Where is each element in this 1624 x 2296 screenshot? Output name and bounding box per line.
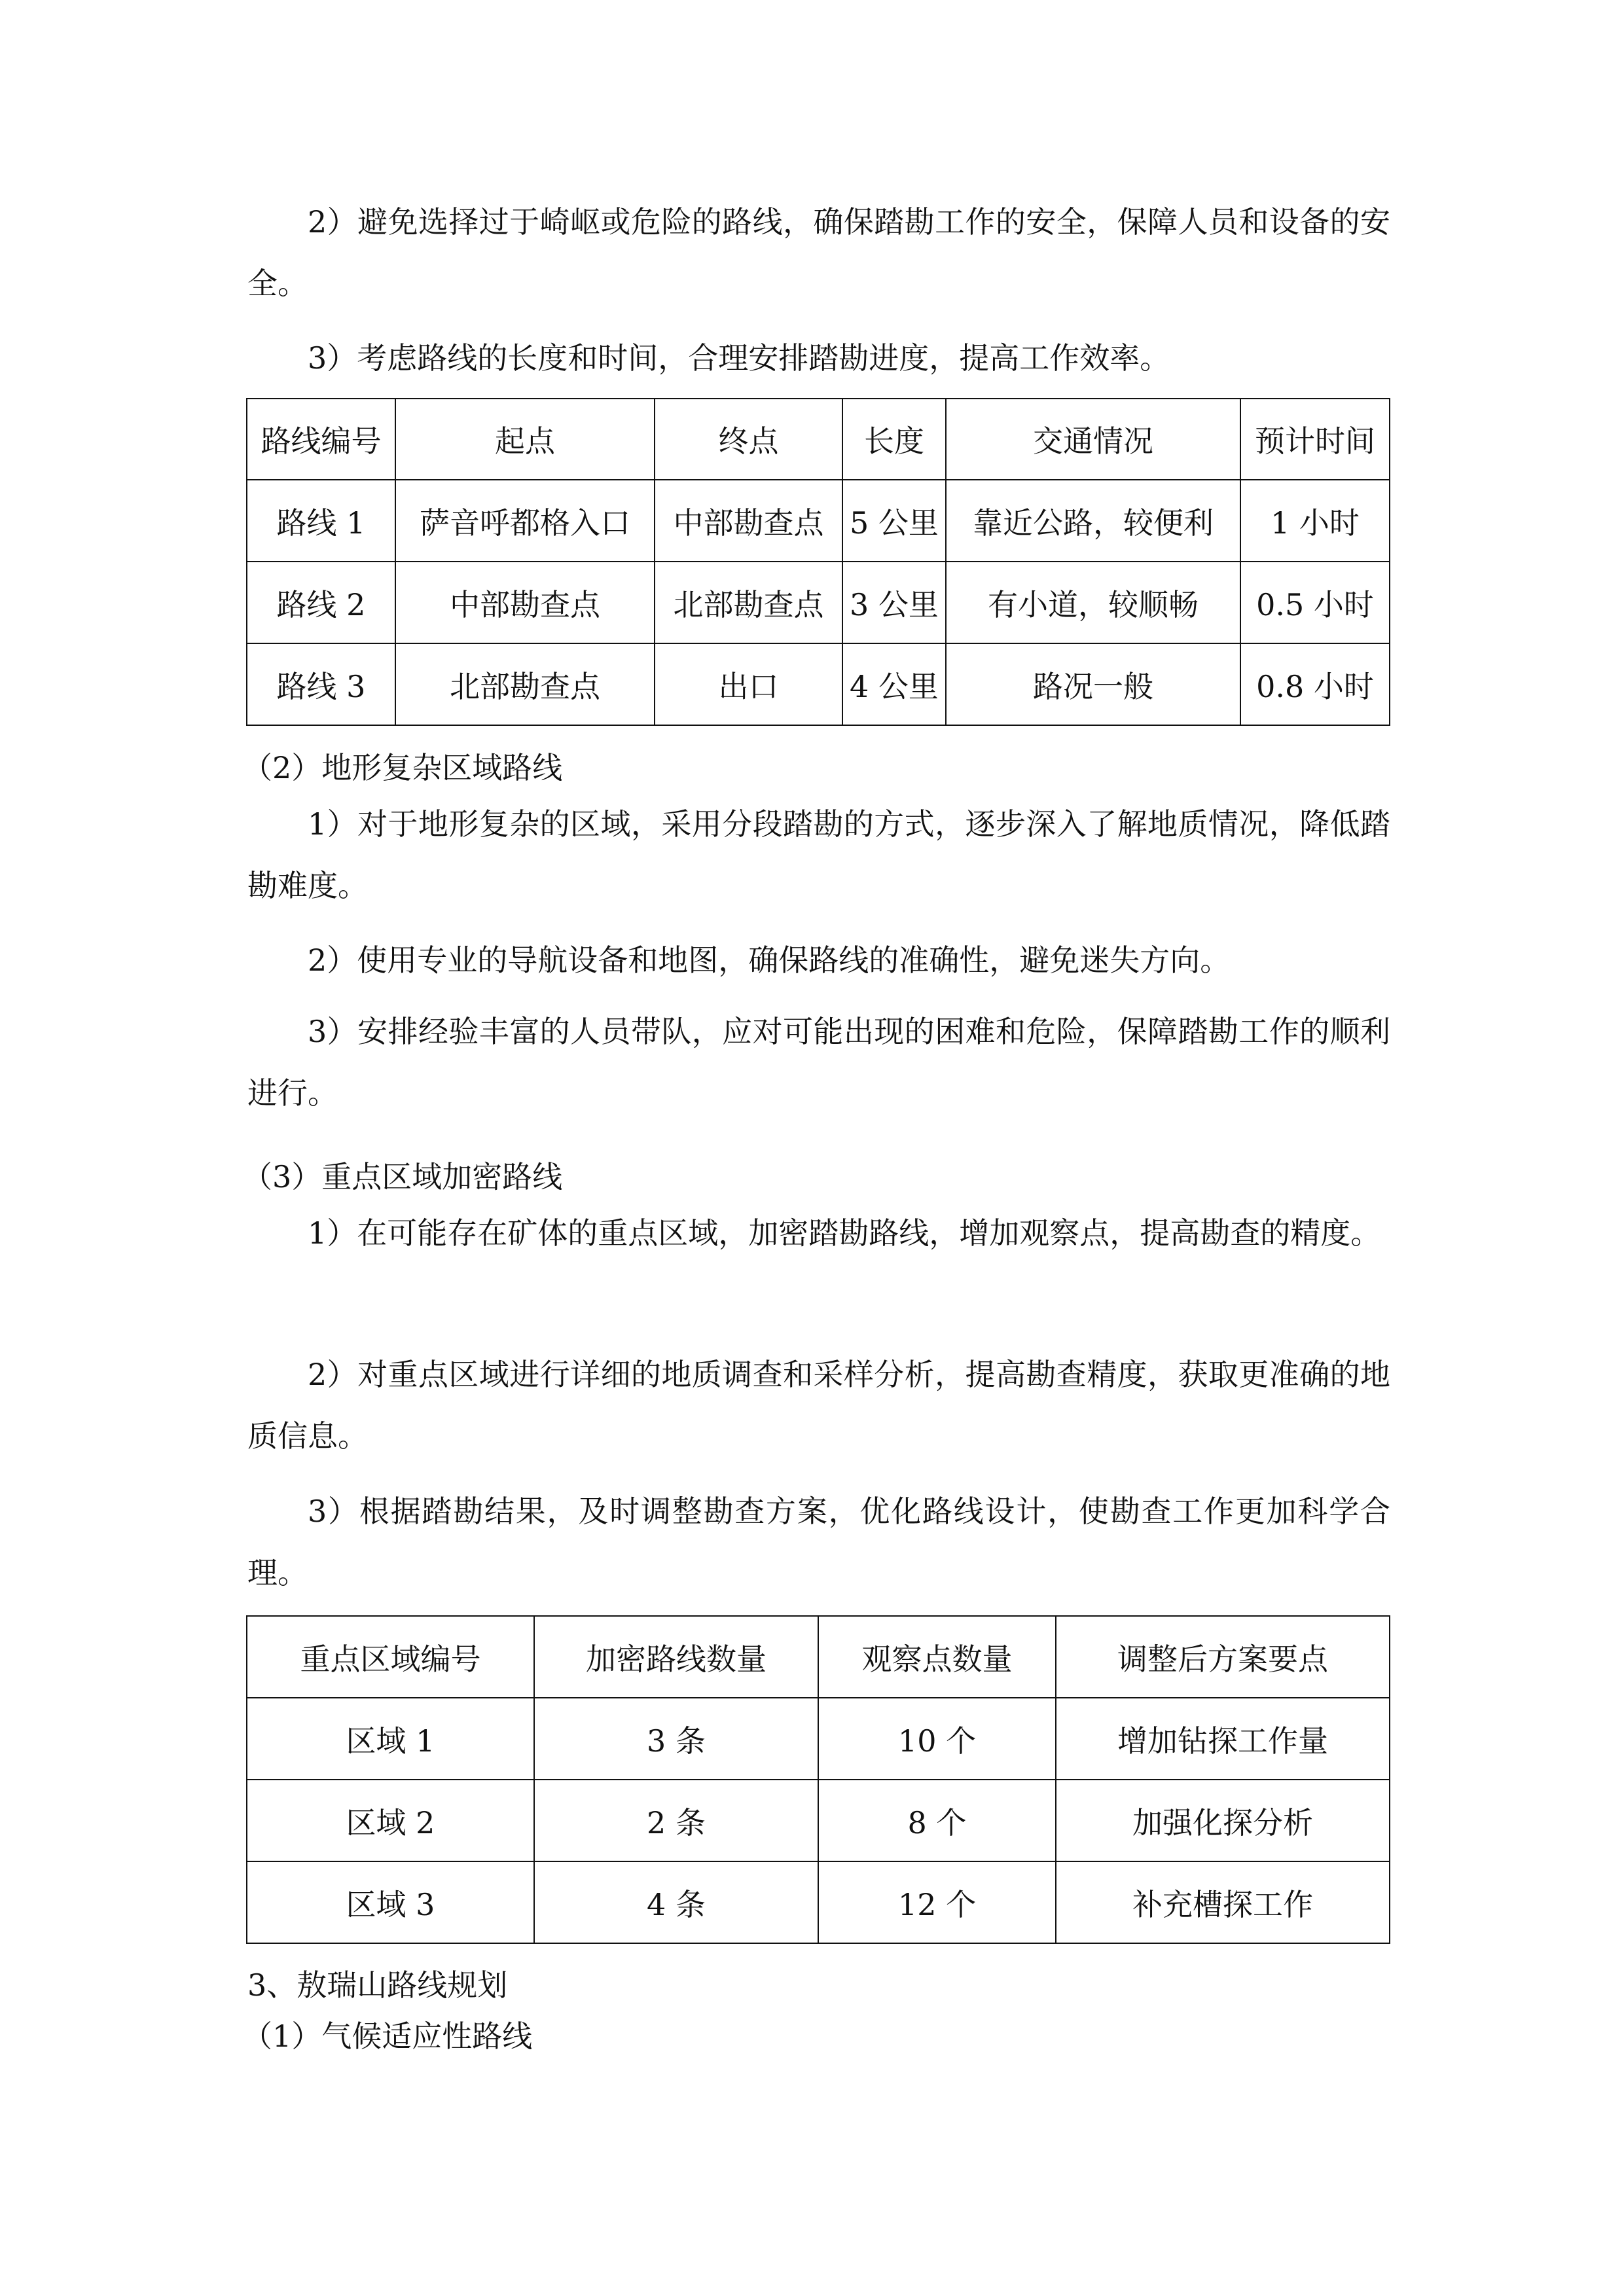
route-table-header-cell: 起点	[395, 399, 655, 480]
table-row	[247, 643, 1390, 725]
table-cell: 萨音呼都格入口	[395, 480, 655, 562]
paragraph-segmented-survey: 1）对于地形复杂的区域，采用分段踏勘的方式，逐步深入了解地质情况，降低踏勘难度。	[247, 806, 1390, 903]
table-cell: 3 公里	[842, 562, 946, 643]
table-row	[247, 562, 1390, 643]
paragraph-experienced-staff: 3）安排经验丰富的人员带队，应对可能出现的困难和危险，保障踏勘工作的顺利进行。	[247, 1014, 1390, 1111]
table-cell: 8 个	[818, 1780, 1056, 1861]
area-table-header-cell: 调整后方案要点	[1056, 1616, 1390, 1698]
table-cell: 加强化探分析	[1056, 1780, 1390, 1861]
section-heading-aoruishan: 3、敖瑞山路线规划	[247, 1967, 508, 2003]
key-area-table	[246, 1615, 1390, 1944]
table-cell: 1 小时	[1240, 480, 1390, 562]
table-cell: 中部勘查点	[395, 562, 655, 643]
section-heading-complex-terrain: （2）地形复杂区域路线	[242, 750, 563, 785]
area-table-header-cell: 加密路线数量	[534, 1616, 818, 1698]
route-table-header-cell: 路线编号	[247, 399, 395, 480]
table-row	[247, 1861, 1390, 1943]
paragraph-dense-routes: 1）在可能存在矿体的重点区域，加密踏勘路线，增加观察点，提高勘查的精度。	[308, 1215, 1381, 1251]
table-cell: 区域 3	[247, 1861, 534, 1943]
table-cell: 路况一般	[946, 643, 1240, 725]
table-cell: 路线 2	[247, 562, 395, 643]
subsection-heading-climate: （1）气候适应性路线	[242, 2018, 533, 2054]
paragraph-length-time: 3）考虑路线的长度和时间，合理安排踏勘进度，提高工作效率。	[308, 340, 1170, 376]
table-cell: 4 条	[534, 1861, 818, 1943]
table-cell: 区域 1	[247, 1698, 534, 1780]
table-cell: 3 条	[534, 1698, 818, 1780]
route-table-header-cell: 预计时间	[1240, 399, 1390, 480]
paragraph-detailed-survey: 2）对重点区域进行详细的地质调查和采样分析，提高勘查精度，获取更准确的地质信息。	[247, 1357, 1390, 1454]
paragraph-adjust-plan: 3）根据踏勘结果，及时调整勘查方案，优化路线设计，使勘查工作更加科学合理。	[247, 1494, 1390, 1590]
table-cell: 0.5 小时	[1240, 562, 1390, 643]
table-cell: 补充槽探工作	[1056, 1861, 1390, 1943]
route-table-header-cell: 终点	[655, 399, 842, 480]
table-cell: 增加钻探工作量	[1056, 1698, 1390, 1780]
table-cell: 2 条	[534, 1780, 818, 1861]
table-cell: 北部勘查点	[655, 562, 842, 643]
table-cell: 靠近公路，较便利	[946, 480, 1240, 562]
table-cell: 5 公里	[842, 480, 946, 562]
table-cell: 有小道，较顺畅	[946, 562, 1240, 643]
table-cell: 路线 3	[247, 643, 395, 725]
table-row	[247, 1698, 1390, 1780]
table-cell: 中部勘查点	[655, 480, 842, 562]
route-table-header-row	[247, 399, 1390, 480]
table-cell: 10 个	[818, 1698, 1056, 1780]
table-cell: 4 公里	[842, 643, 946, 725]
section-heading-key-areas: （3）重点区域加密路线	[242, 1159, 563, 1194]
table-cell: 路线 1	[247, 480, 395, 562]
table-cell: 区域 2	[247, 1780, 534, 1861]
table-cell: 出口	[655, 643, 842, 725]
paragraph-safety: 2）避免选择过于崎岖或危险的路线，确保踏勘工作的安全，保障人员和设备的安全。	[247, 204, 1390, 301]
table-row	[247, 1780, 1390, 1861]
route-table-header-cell: 长度	[842, 399, 946, 480]
route-table-header-cell: 交通情况	[946, 399, 1240, 480]
table-row	[247, 480, 1390, 562]
paragraph-navigation: 2）使用专业的导航设备和地图，确保路线的准确性，避免迷失方向。	[308, 942, 1231, 978]
area-table-header-row	[247, 1616, 1390, 1698]
table-cell: 12 个	[818, 1861, 1056, 1943]
route-table	[246, 398, 1390, 726]
area-table-header-cell: 重点区域编号	[247, 1616, 534, 1698]
area-table-header-cell: 观察点数量	[818, 1616, 1056, 1698]
table-cell: 0.8 小时	[1240, 643, 1390, 725]
table-cell: 北部勘查点	[395, 643, 655, 725]
